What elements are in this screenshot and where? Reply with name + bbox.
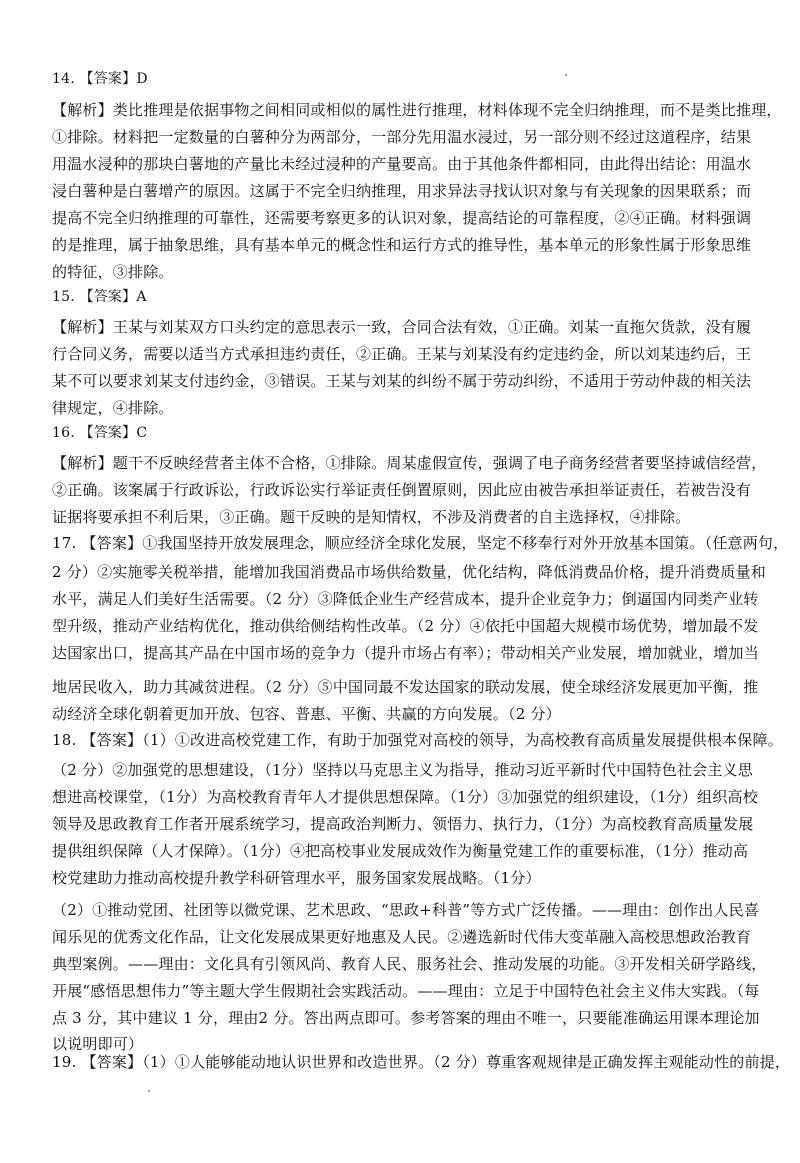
q18-answer-line: 想进高校课堂，（1分）为高校教育青年人才提供思想保障。（1分）③加强党的组织建设，（1分）组织高校 [52, 788, 758, 806]
q17-answer-line: 达国家出口，提高其产品在中国市场的竞争力（提升市场占有率）；带动相关产业发展，增加就业，增加当 [52, 644, 759, 662]
q14-analysis-line: 用温水浸种的那块白薯地的产量比未经过浸种的产量要高。由于其他条件都相同，由此得出结论：用温水 [52, 155, 752, 173]
q15-analysis-line: 行合同义务，需要以适当方式承担违约责任，②正确。王某与刘某没有约定违约金，所以刘某违约后，王 [52, 345, 752, 363]
q16-analysis-line: 证据将要承担不利后果，③正确。题干反映的是知情权，不涉及消费者的自主选择权，④排除。 [52, 508, 691, 526]
scan-speck [148, 1090, 150, 1092]
q14-analysis-line: ①排除。材料把一定数量的白薯种分为两部分，一部分先用温水浸过，另一部分则不经过这道程序，结果 [52, 128, 752, 146]
q16-analysis-line: 【解析】题干不反映经营者主体不合格，①排除。周某虚假宣传，强调了电子商务经营者要坚持诚信经营， [52, 454, 767, 472]
q14-analysis-line: 提高不完全归纳推理的可靠性，还需要考察更多的认识对象，提高结论的可靠程度，②④正确。材料强调 [52, 209, 752, 227]
q14-analysis-line: 的特征，③排除。 [52, 263, 174, 281]
q18-part2-line: 以说明即可） [52, 1035, 144, 1053]
q17-answer-line: 动经济全球化朝着更加开放、包容、普惠、平衡、共赢的方向发展。（2 分） [52, 705, 561, 723]
q18-answer-line: 18. 【答案】（1）①改进高校党建工作，有助于加强党对高校的领导，为高校教育高质量发展提供根本保障。 [52, 731, 783, 749]
q14-answer-heading: 14. 【答案】D [52, 71, 148, 87]
q16-analysis-line: ②正确。该案属于行政诉讼，行政诉讼实行举证责任倒置原则，因此应由被告承担举证责任，若被告没有 [52, 481, 752, 499]
q15-analysis-line: 【解析】王某与刘某双方口头约定的意思表示一致，合同合法有效，①正确。刘某一直拖欠货款，没有履 [52, 318, 752, 336]
q18-answer-line: 领导及思政教育工作者开展系统学习，提高政治判断力、领悟力、执行力，（1分）为高校教育高质量发展 [52, 815, 754, 833]
q16-answer-heading: 16. 【答案】C [52, 425, 148, 441]
q19-answer-line: 19. 【答案】（1）①人能够能动地认识世界和改造世界。（2 分）尊重客观规律是正确发挥主观能动性的前提， [52, 1053, 791, 1071]
q15-analysis-line: 某不可以要求刘某支付违约金，③错误。王某与刘某的纠纷不属于劳动纠纷，不适用于劳动仲裁的相关法 [52, 372, 752, 390]
q15-answer-heading: 15. 【答案】A [52, 289, 147, 305]
q17-answer-line: 地居民收入，助力其减贫进程。（2 分）⑤中国同最不发达国家的联动发展，使全球经济发展更加平衡，推 [52, 678, 759, 696]
q14-analysis-line: 浸白薯种是白薯增产的原因。这属于不完全归纳推理，用求异法寻找认识对象与有关现象的因果联系；而 [52, 182, 752, 200]
q18-answer-line: 提供组织保障（人才保障）。（1分）④把高校事业发展成效作为衡量党建工作的重要标准，（1分）推动高 [52, 842, 749, 860]
q18-part2-line: 点 3 分，其中建议 1 分，理由2 分。答出两点即可。参考答案的理由不唯一，只要能准确运用课本理论加 [52, 1009, 760, 1027]
q14-analysis-line: 【解析】类比推理是依据事物之间相同或相似的属性进行推理，材料体现不完全归纳推理，而不是类比推理， [52, 101, 782, 119]
q17-answer-line: 2 分）②实施零关税举措，能增加我国消费品市场供给数量，优化结构，降低消费品价格，提升消费质量和 [52, 563, 766, 581]
q17-answer-line: 17. 【答案】①我国坚持开放发展理念，顺应经济全球化发展，坚定不移奉行对外开放基本国策。（任意两句， [52, 534, 789, 552]
q18-part2-line: （2）①推动党团、社团等以微党课、艺术思政、“思政+科普”等方式广泛传播。——理由：创作出人民喜 [52, 901, 760, 919]
q18-answer-line: 校党建助力推动高校提升教学科研管理水平，服务国家发展战略。（1分） [52, 869, 541, 887]
q15-analysis-line: 律规定，④排除。 [52, 399, 174, 417]
q18-answer-line: （2 分）②加强党的思想建设，（1分）坚持以马克思主义为指导，推动习近平新时代中国特色社会主义思 [52, 761, 753, 779]
q17-answer-line: 水平，满足人们美好生活需要。（2 分）③降低企业生产经营成本，提升企业竞争力；倒逼国内同类产业转 [52, 590, 759, 608]
q14-analysis-line: 的是推理，属于抽象思维，具有基本单元的概念性和运行方式的推导性，基本单元的形象性属于形象思维 [52, 236, 752, 254]
q18-part2-line: 闻乐见的优秀文化作品，让文化发展成果更好地惠及人民。②遴选新时代伟大变革融入高校思想政治教育 [52, 928, 752, 946]
q17-answer-line: 型升级，推动产业结构优化，推动供给侧结构性改革。（2 分）④依托中国超大规模市场优势，增加最不发 [52, 617, 759, 635]
q18-part2-line: 典型案例。——理由：文化具有引领风尚、教育人民、服务社会、推动发展的功能。③开发相关研学路线， [52, 955, 767, 973]
q18-part2-line: 开展“感悟思想伟力”等主题大学生假期社会实践活动。——理由：立足于中国特色社会主义伟大实践。（每 [52, 982, 760, 1000]
